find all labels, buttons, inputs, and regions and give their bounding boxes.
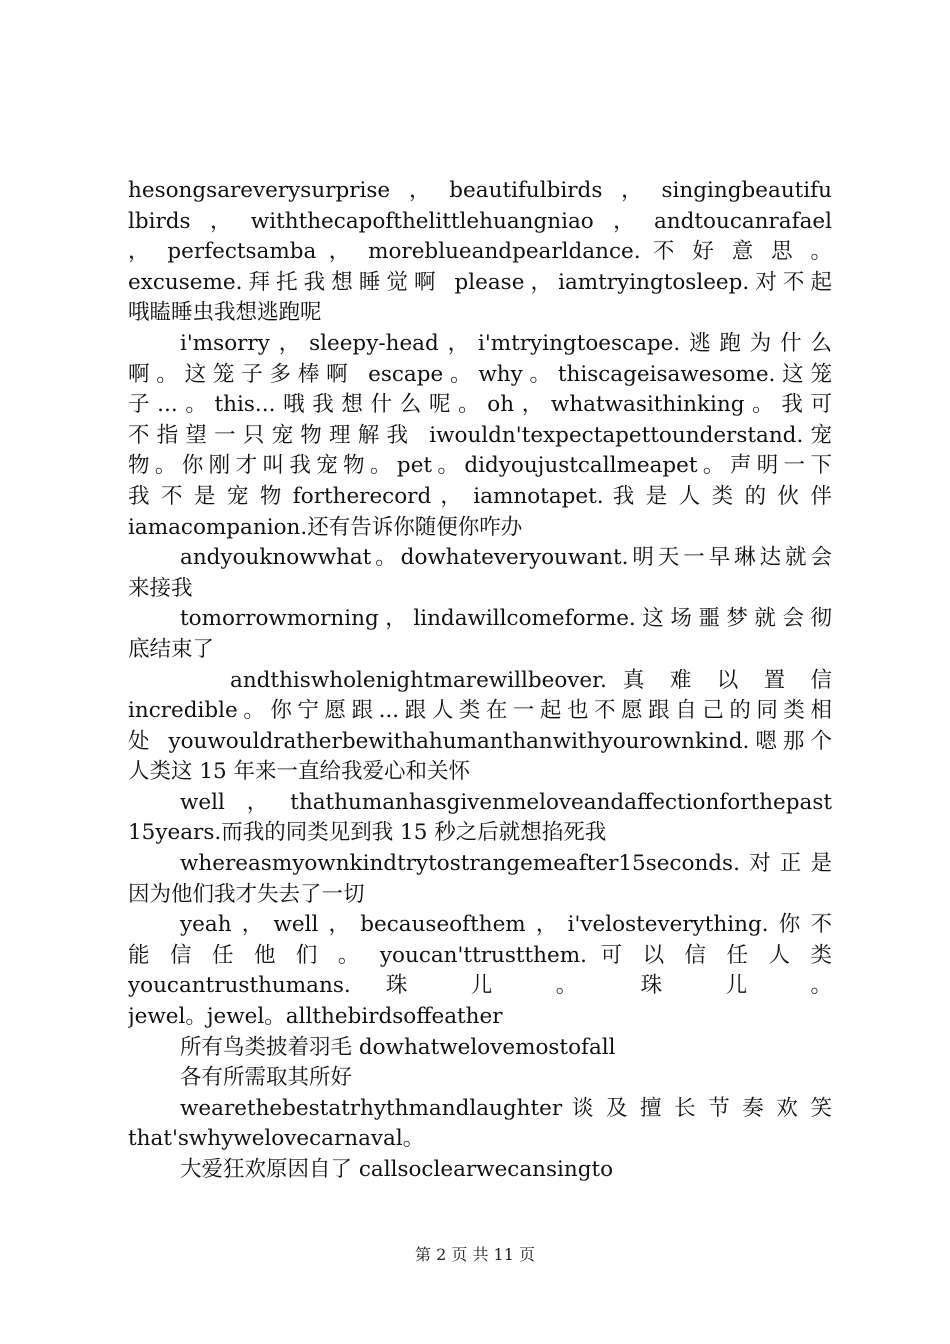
text-line: 大爱狂欢原因自了 callsoclearwecansingto xyxy=(180,1157,614,1182)
text-line: jewel。jewel。allthebirdsoffeather xyxy=(128,1004,503,1030)
text-line: ， perfectsamba ， moreblueandpearldance. 不 好 意 思 。 xyxy=(128,239,832,265)
page-footer: 第 2 页 共 11 页 xyxy=(415,1245,535,1264)
text-line: andyouknowwhat。dowhateveryouwant.明天一早琳达就会 xyxy=(180,545,832,571)
text-line: tomorrowmorning，lindawillcomeforme.这场噩梦就会彻 xyxy=(180,606,832,632)
text-line: well，thathumanhasgivenmeloveandaffectionforthepast xyxy=(180,789,832,815)
text-line: that'swhywelovecarnaval。 xyxy=(128,1126,425,1152)
text-line: 子...。this...哦我想什么呢。oh，whatwasithinking。我可 xyxy=(128,392,832,418)
text-line: 各有所需取其所好 xyxy=(180,1065,353,1091)
text-line: youcantrusthumans. 珠 儿 。 珠 儿 。 xyxy=(128,973,832,999)
text-line: iamacompanion.还有告诉你随便你咋办 xyxy=(128,514,523,540)
text-line: lbirds，withthecapofthelittlehuangniao，andtoucanrafael xyxy=(128,208,832,234)
text-line: wearethebestatrhythmandlaughter 谈 及 擅 长 节 奏 欢 笑 xyxy=(180,1095,832,1121)
text-line: i'msorry，sleepy-head，i'mtryingtoescape.逃跑为什么 xyxy=(180,330,832,356)
text-line: 来接我 xyxy=(128,575,193,601)
body-text xyxy=(128,176,832,1186)
text-line: incredible。你宁愿跟...跟人类在一起也不愿跟自己的同类相 xyxy=(128,698,832,724)
text-line: 因为他们我才失去了一切 xyxy=(128,881,365,907)
text-line: hesongsareverysurprise，beautifulbirds，singingbeautifu xyxy=(128,178,832,203)
text-line: 啊。这笼子多棒啊 escape。why。thiscageisawesome.这笼 xyxy=(128,361,832,387)
text-line: 处 youwouldratherbewithahumanthanwithyourownkind.嗯那个 xyxy=(128,728,832,754)
text-line: 哦瞌睡虫我想逃跑呢 xyxy=(128,300,322,326)
text-line: 底结束了 xyxy=(128,636,215,662)
text-line: 人类这 15 年来一直给我爱心和关怀 xyxy=(128,759,471,785)
text-line: 我 不 是 宠 物 fortherecord ， iamnotapet. 我 是 人 类 的 伙 伴 xyxy=(128,483,832,509)
text-line: andthiswholenightmarewillbeover. 真 难 以 置 信 xyxy=(230,667,832,693)
text-line: excuseme.拜托我想睡觉啊 please，iamtryingtosleep.对不起 xyxy=(128,269,832,295)
text-line: 物。你刚才叫我宠物。pet。didyoujustcallmeapet。声明一下 xyxy=(128,453,832,479)
text-line: whereasmyownkindtrytostrangemeafter15seconds.对正是 xyxy=(180,851,832,877)
text-line: 能 信 任 他 们 。 youcan'ttrustthem. 可 以 信 任 人 类 xyxy=(128,942,832,968)
text-line: 不指望一只宠物理解我 iwouldn'texpectapettounderstand.宠 xyxy=(128,422,832,448)
text-line: 15years.而我的同类见到我 15 秒之后就想掐死我 xyxy=(128,820,607,846)
text-line: 所有鸟类披着羽毛 dowhatwelovemostofall xyxy=(180,1034,616,1060)
text-line: yeah，well，becauseofthem，i'velosteverything.你不 xyxy=(180,912,832,938)
